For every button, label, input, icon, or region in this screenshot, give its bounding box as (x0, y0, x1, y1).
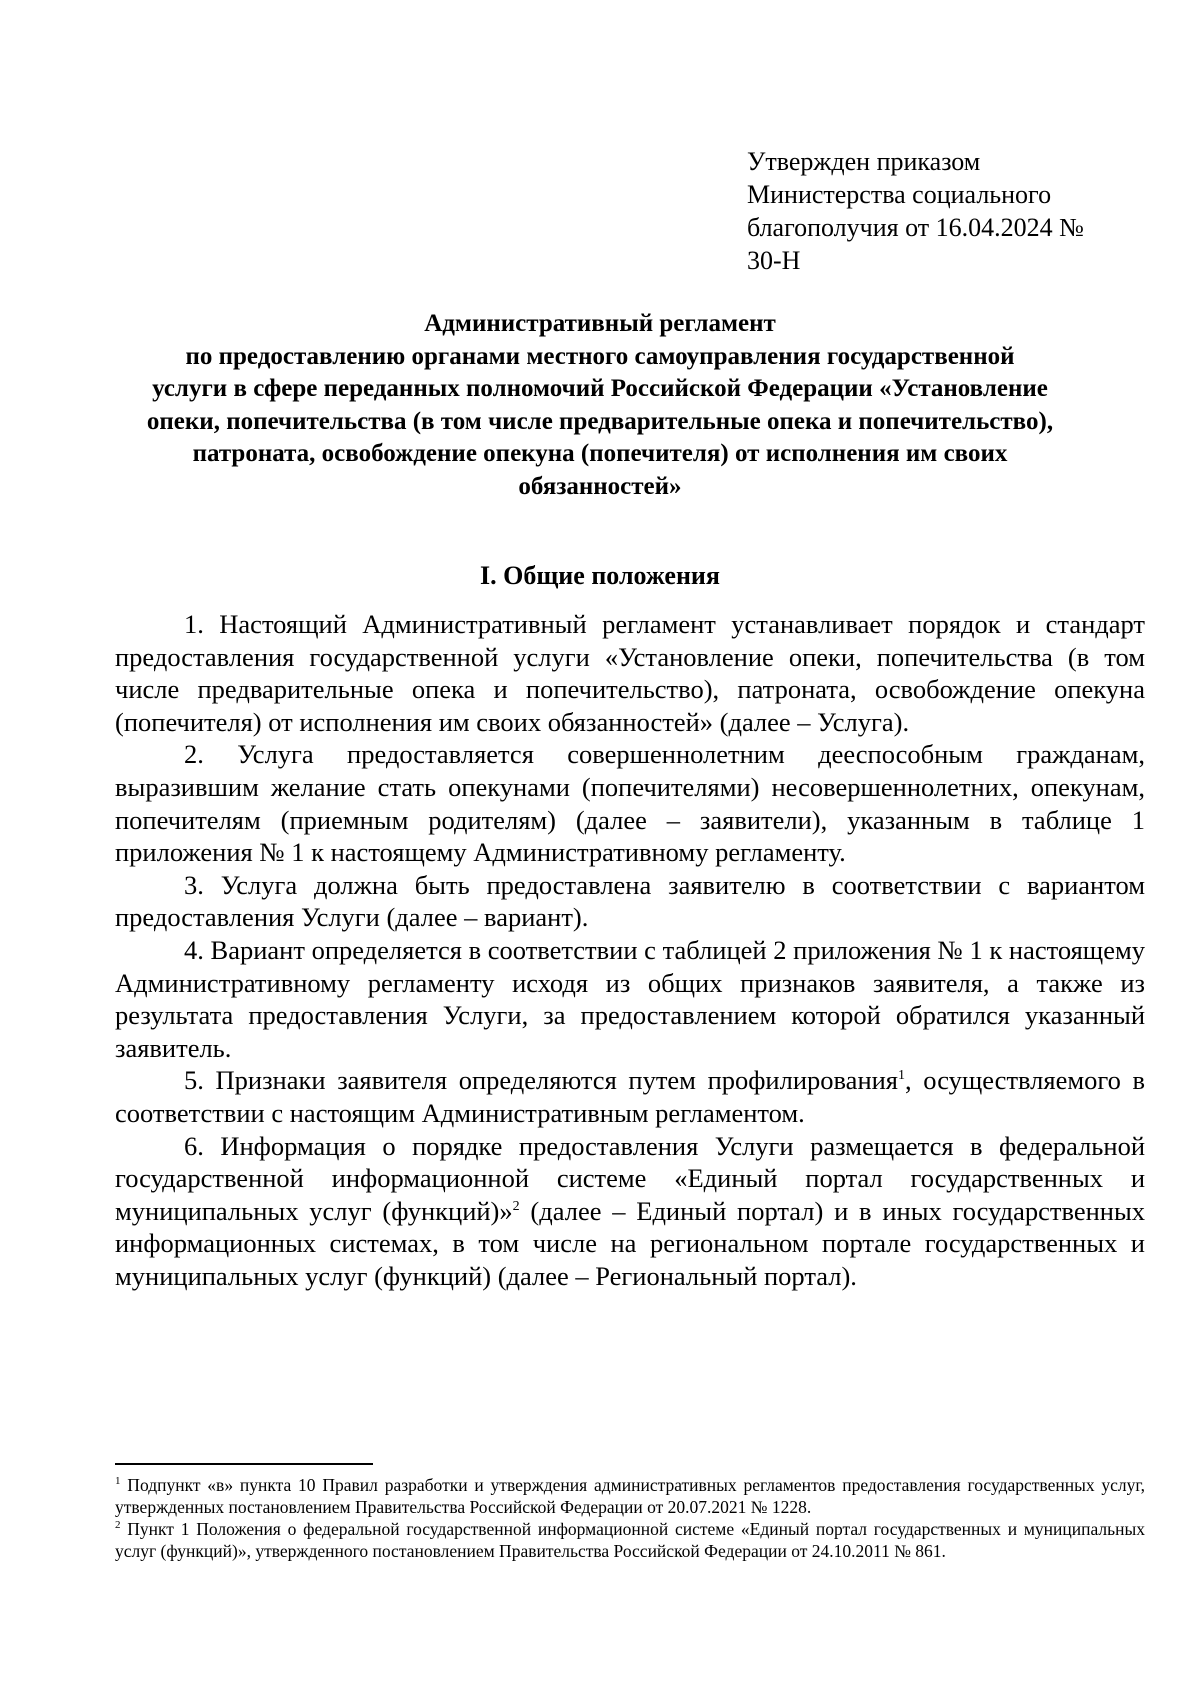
approval-line-3: благополучия от 16.04.2024 № (747, 213, 1084, 242)
approval-stamp (747, 145, 1147, 277)
footnote-divider (115, 1463, 373, 1465)
footnotes (115, 1474, 1145, 1562)
footnote-ref-2: 2 (512, 1198, 520, 1214)
title-line-5: патроната, освобождение опекуна (попечителя) от исполнения им своих (192, 440, 1008, 467)
document-title (100, 308, 1100, 503)
paragraph-6-text-a: 6. Информация о порядке предоставления Услуги размещается в федеральной государственной информационной системе «Единый портал государственных и муниципальных услуг (функций)» (115, 1130, 1145, 1226)
footnote-1 (115, 1474, 1145, 1518)
paragraph-5-text-a: 5. Признаки заявителя определяются путем профилирования (184, 1065, 899, 1096)
approval-line-1: Утвержден приказом (747, 147, 981, 176)
title-line-6: обязанностей» (518, 472, 682, 500)
paragraph-6 (115, 1130, 1145, 1293)
section-heading: I. Общие положения (480, 561, 720, 590)
footnote-2 (115, 1518, 1145, 1562)
footnote-ref-1: 1 (898, 1068, 906, 1084)
paragraph-2: 2. Услуга предоставляется совершеннолетним дееспособным гражданам, выразившим желание стать опекунами (попечителями) несовершеннолетних, опекунам, попечителям (приемным родителям) (далее – заявители), указанным в таблице 1 приложения № 1 к настоящему Административному регламенту. (115, 739, 1145, 868)
paragraph-3: 3. Услуга должна быть предоставлена заявителю в соответствии с вариантом предоставления Услуги (далее – вариант). (115, 869, 1145, 933)
title-line-4: опеки, попечительства (в том числе предварительные опека и попечительство), (146, 407, 1054, 435)
footnote-2-text: Пункт 1 Положения о федеральной государственной информационной системе «Единый портал государственных и муниципальных услуг (функций)», утвержденного постановлением Правительства Российской Федерации от 24.10.2011 № 861. (115, 1519, 1145, 1561)
footnote-1-mark: 1 (115, 1475, 121, 1488)
paragraph-1: 1. Настоящий Административный регламент устанавливает порядок и стандарт предоставления государственной услуги «Установление опеки, попечительства (в том числе предварительные опека и попечительство), патроната, освобождение опекуна (попечителя) от исполнения им своих обязанностей» (далее – Услуга). (115, 609, 1145, 737)
footnote-2-mark: 2 (115, 1519, 121, 1532)
title-line-2: по предоставлению органами местного самоуправления государственной (185, 342, 1015, 370)
document-body (115, 608, 1145, 1292)
title-line-3: услуги в сфере переданных полномочий Российской Федерации «Установление (152, 375, 1048, 402)
paragraph-4: 4. Вариант определяется в соответствии с таблицей 2 приложения № 1 к настоящему Административному регламенту исходя из общих признаков заявителя, а также из результата предоставления Услуги, за предоставлением которой обратился указанный заявитель. (115, 934, 1145, 1063)
title-line-1: Административный регламент (424, 310, 776, 337)
paragraph-6-text-b: (далее – Единый портал) и в иных государственных информационных системах, в том числе на региональном портале государственных и муниципальных услуг (функций) (далее – Региональный портал). (115, 1195, 1146, 1291)
paragraph-5-text-b: , осуществляемого в соответствии с настоящим Административным регламентом. (115, 1065, 1145, 1128)
approval-line-4: 30-Н (747, 246, 801, 275)
approval-line-2: Министерства социального (747, 180, 1052, 209)
footnote-1-text: Подпункт «в» пункта 10 Правил разработки и утверждения административных регламентов предоставления государственных услуг, утвержденных постановлением Правительства Российской Федерации от 20.07.2021 № 1228. (115, 1475, 1145, 1517)
paragraph-5 (115, 1064, 1145, 1129)
